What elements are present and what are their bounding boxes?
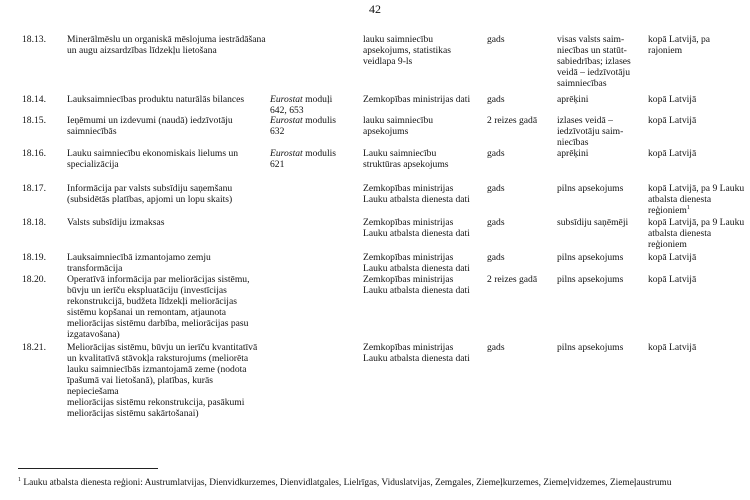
row-institution: Zemkopības ministrijas Lauku atbalsta dienesta dati bbox=[363, 274, 470, 296]
row-region-text: kopā Latvijā, pa 9 Lauku atbalsta dienesta reģioniem bbox=[648, 183, 745, 216]
page-number: 42 bbox=[369, 2, 381, 16]
row-region: kopā Latvijā bbox=[648, 274, 697, 285]
row-description: Informācija par valsts subsīdiju saņemšanu (subsidētās platības, apjomi un lopu skaits) bbox=[67, 183, 233, 205]
row-region: kopā Latvijā bbox=[648, 94, 697, 105]
row-description: Meliorācijas sistēmu, būvju un ierīču kvantitatīvā un kvalitatīvā stāvokļa raksturojums (meliorēta lauku saimniecībās izmantojamā zeme (nodota īpašumā vai lietošanā), platības, kurās nepieciešama meliorācijas sistēmu rekonstrukcija, pasākumi meliorācijas sistēmu sakārtošanai) bbox=[67, 342, 258, 419]
row-coverage: subsīdiju saņēmēji bbox=[557, 217, 629, 228]
row-period: 2 reizes gadā bbox=[487, 115, 538, 126]
row-number: 18.19. bbox=[22, 252, 46, 263]
row-coverage: aprēķini bbox=[557, 148, 589, 159]
row-number: 18.15. bbox=[22, 115, 46, 126]
row-coverage: pilns apsekojums bbox=[557, 342, 624, 353]
footnote bbox=[18, 478, 748, 489]
row-description: Operatīvā informācija par meliorācijas sistēmu, būvju un ierīču ekspluatāciju (investīcijas rekonstrukcijā, budžeta līdzekļi meliorācijas sistēmu kopšanai un remontam, atjaunota meliorācijas sistēmu darbība, meliorācijas pasu izgatavošana) bbox=[67, 274, 250, 340]
row-institution: Zemkopības ministrijas Lauku atbalsta dienesta dati bbox=[363, 342, 470, 364]
row-period: gads bbox=[487, 342, 505, 353]
row-region: kopā Latvijā bbox=[648, 342, 697, 353]
row-description: Lauku saimniecību ekonomiskais lielums un specializācija bbox=[67, 148, 239, 170]
footnote-divider bbox=[18, 468, 158, 469]
row-period: gads bbox=[487, 148, 505, 159]
row-institution: lauku saimniecību apsekojums bbox=[363, 115, 434, 137]
row-institution: Zemkopības ministrijas Lauku atbalsta dienesta dati bbox=[363, 252, 470, 274]
row-region: kopā Latvijā, pa rajoniem bbox=[648, 34, 711, 56]
row-description: Ieņēmumi un izdevumi (naudā) iedzīvotāju saimniecībās bbox=[67, 115, 233, 137]
row-region: kopā Latvijā bbox=[648, 252, 697, 263]
row-number: 18.21. bbox=[22, 342, 46, 353]
row-source: Eurostat moduļi 642, 653 bbox=[270, 94, 333, 116]
row-period: gads bbox=[487, 217, 505, 228]
row-description: Lauksaimniecības produktu naturālās bilances bbox=[67, 94, 245, 105]
footnote-marker: 1 bbox=[18, 476, 21, 483]
row-description: Valsts subsīdiju izmaksas bbox=[67, 217, 165, 228]
row-number: 18.18. bbox=[22, 217, 46, 228]
row-number: 18.20. bbox=[22, 274, 46, 285]
eurostat-label: Eurostat bbox=[270, 115, 303, 126]
row-period: gads bbox=[487, 94, 505, 105]
eurostat-label: Eurostat bbox=[270, 94, 303, 105]
footnote-marker: 1 bbox=[686, 204, 690, 211]
row-region bbox=[648, 183, 748, 216]
row-period: 2 reizes gadā bbox=[487, 274, 538, 285]
row-period: gads bbox=[487, 252, 505, 263]
row-coverage: pilns apsekojums bbox=[557, 183, 624, 194]
row-source: Eurostat modulis 621 bbox=[270, 148, 337, 170]
row-region: kopā Latvijā bbox=[648, 148, 697, 159]
row-number: 18.14. bbox=[22, 94, 46, 105]
row-institution: Zemkopības ministrijas dati bbox=[363, 94, 471, 105]
row-source: Eurostat modulis 632 bbox=[270, 115, 337, 137]
row-institution: Lauku saimniecību struktūras apsekojums bbox=[363, 148, 449, 170]
row-region: kopā Latvijā, pa 9 Lauku atbalsta dienesta reģioniem bbox=[648, 217, 745, 250]
row-region: kopā Latvijā bbox=[648, 115, 697, 126]
row-description: Minerālmēslu un organiskā mēslojuma iestrādāšana un augu aizsardzības līdzekļu lietošana bbox=[67, 34, 266, 56]
row-number: 18.17. bbox=[22, 183, 46, 194]
row-period: gads bbox=[487, 34, 505, 45]
row-institution: lauku saimniecību apsekojums, statistikas veidlapa 9-ls bbox=[363, 34, 451, 67]
row-coverage: visas valsts saim- niecības un statūt- sabiedrības; izlases veidā – iedzīvotāju saimniecības bbox=[557, 34, 631, 89]
row-period: gads bbox=[487, 183, 505, 194]
row-description: Lauksaimniecībā izmantojamo zemju transformācija bbox=[67, 252, 211, 274]
row-coverage: aprēķini bbox=[557, 94, 589, 105]
row-coverage: pilns apsekojums bbox=[557, 274, 624, 285]
row-institution: Zemkopības ministrijas Lauku atbalsta dienesta dati bbox=[363, 217, 470, 239]
row-number: 18.16. bbox=[22, 148, 46, 159]
row-institution: Zemkopības ministrijas Lauku atbalsta dienesta dati bbox=[363, 183, 470, 205]
row-coverage: izlases veidā – iedzīvotāju saim- niecības bbox=[557, 115, 624, 148]
footnote-text: Lauku atbalsta dienesta reģioni: Austrumlatvijas, Dienvidkurzemes, Dienvidlatgales, Lielrīgas, Viduslatvijas, Zemgales, Ziemeļkurzemes, Ziemeļvidzemes, Ziemeļaustrumu bbox=[23, 478, 672, 488]
row-number: 18.13. bbox=[22, 34, 46, 45]
row-coverage: pilns apsekojums bbox=[557, 252, 624, 263]
eurostat-label: Eurostat bbox=[270, 148, 303, 159]
